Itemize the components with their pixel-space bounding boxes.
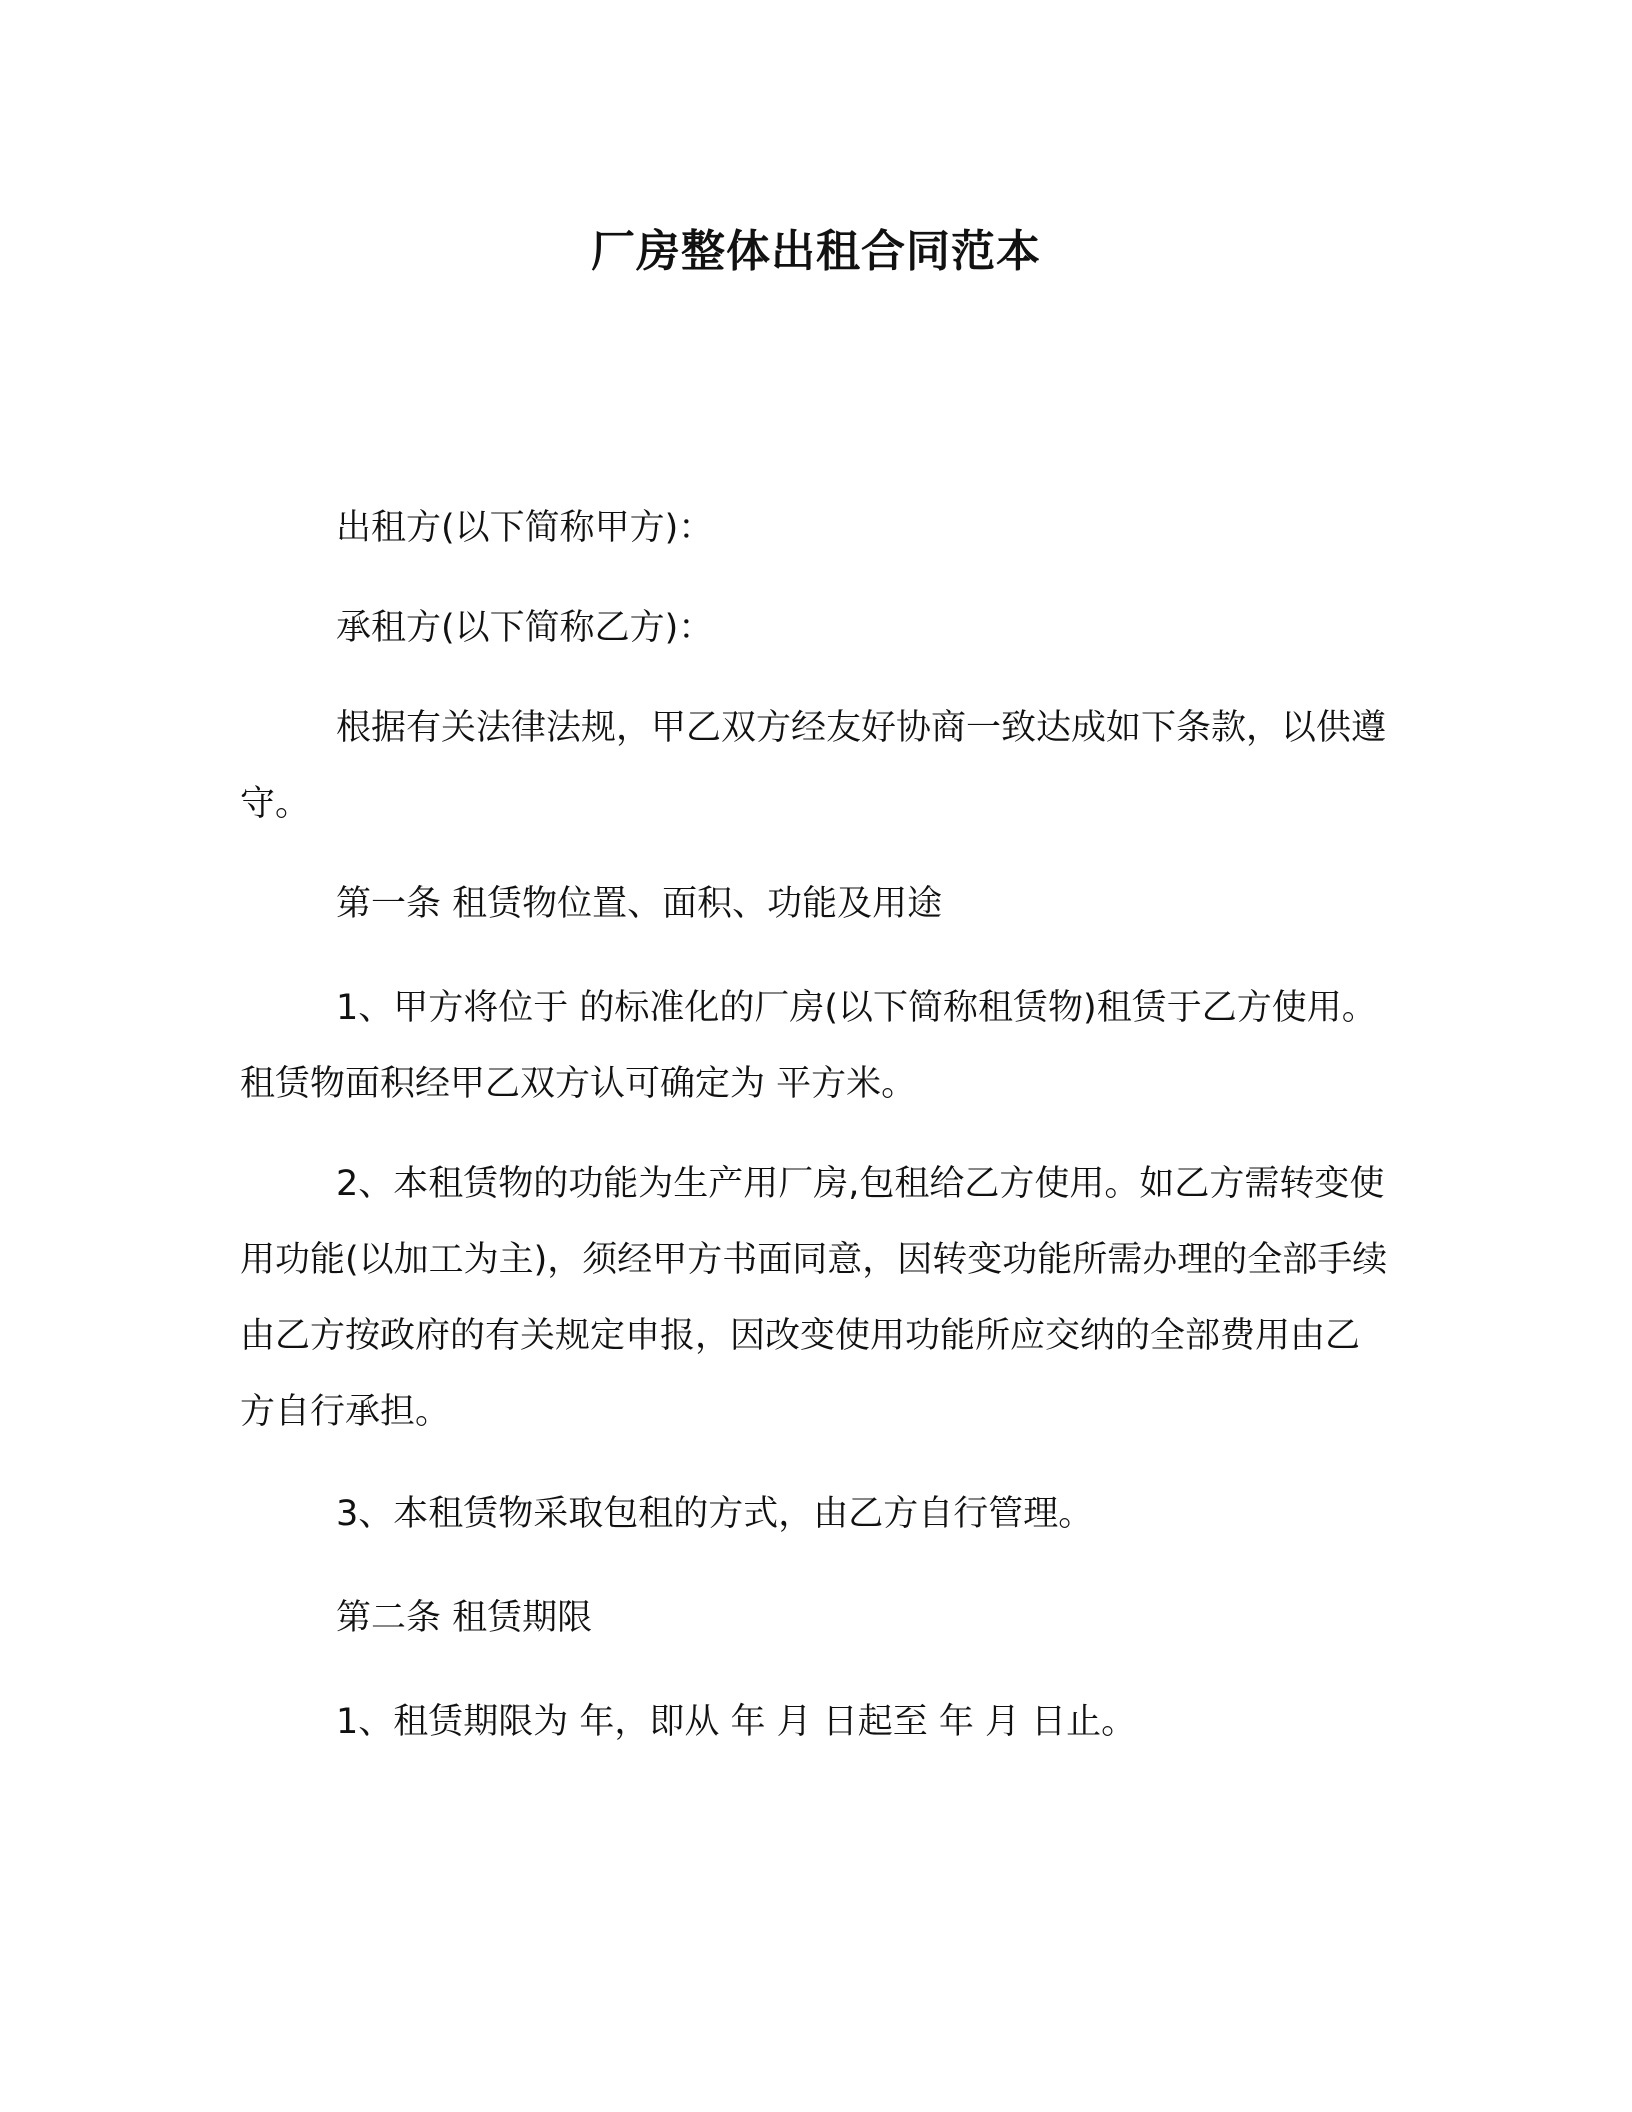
document-title: 厂房整体出租合同范本 xyxy=(591,226,1041,277)
article-2-heading: 第二条 租赁期限 xyxy=(336,1598,593,1638)
party-a-line: 出租方(以下简称甲方)： xyxy=(336,508,714,548)
party-b-line: 承租方(以下简称乙方)： xyxy=(336,608,714,648)
preamble-paragraph: 根据有关法律法规，甲乙双方经友好协商一致达成如下条款，以供遵守。 xyxy=(240,708,1387,824)
article-2-clause-1: 1、租赁期限为 年，即从 年 月 日起至 年 月 日止。 xyxy=(336,1702,1137,1742)
article-1-clause-2: 2、本租赁物的功能为生产用厂房,包租给乙方使用。如乙方需转变使用功能(以加工为主)，须经甲方书面同意，因转变功能所需办理的全部手续由乙方按政府的有关规定申报，因改变使用功能所应交纳的全部费用由乙方自行承担。 xyxy=(240,1164,1388,1432)
article-1-clause-1: 1、甲方将位于 的标准化的厂房(以下简称租赁物)租赁于乙方使用。租赁物面积经甲乙双方认可确定为 平方米。 xyxy=(240,988,1377,1104)
article-1-heading: 第一条 租赁物位置、面积、功能及用途 xyxy=(336,884,943,924)
article-1-clause-3: 3、本租赁物采取包租的方式，由乙方自行管理。 xyxy=(336,1494,1094,1534)
